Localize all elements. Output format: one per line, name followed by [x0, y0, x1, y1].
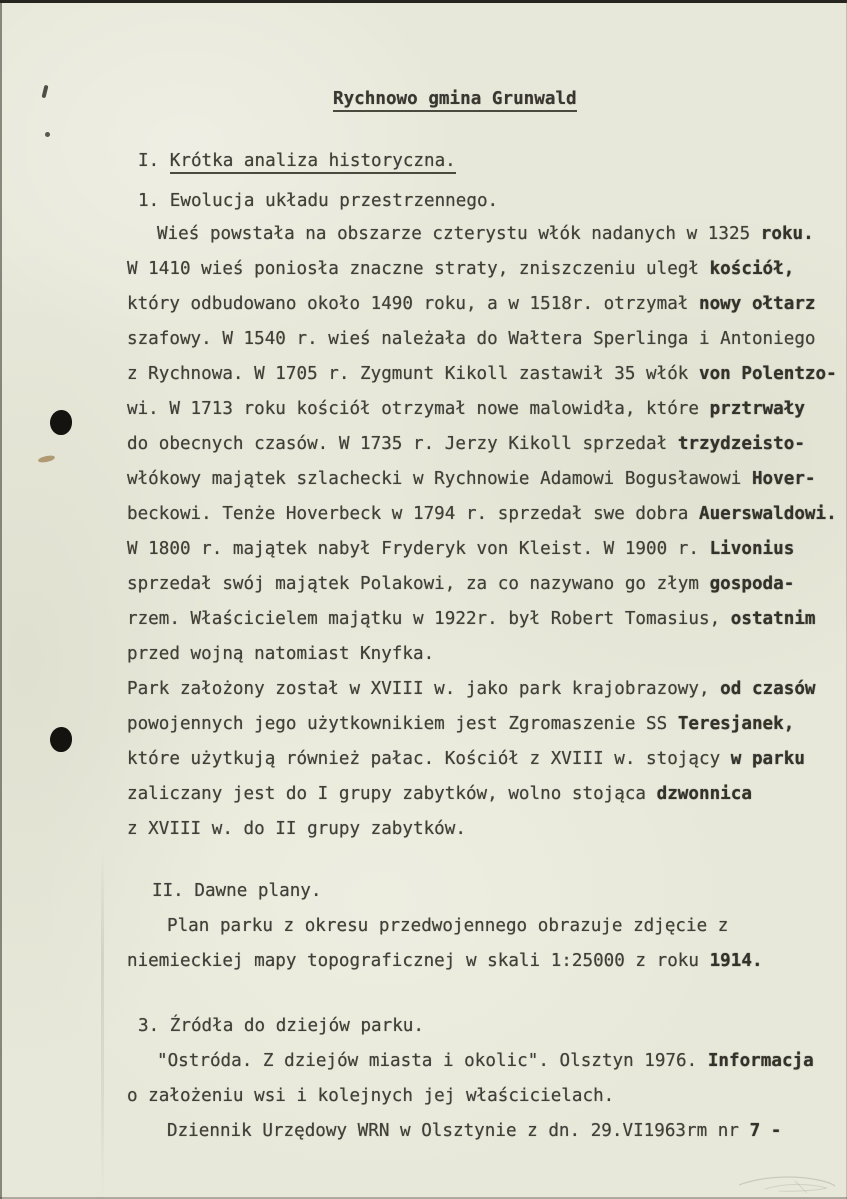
line-text-bold: prztrwały [709, 399, 805, 419]
text-line [127, 818, 466, 840]
line-text: powojennych jego użytkownikiem jest Zgromaszenie SS [127, 714, 678, 734]
line-text-bold: w parku [730, 749, 805, 769]
line-text: z Rychnowa. W 1705 r. Zygmunt Kikoll zastawił 35 włók [127, 364, 699, 384]
line-text-bold: od czasów [720, 679, 816, 699]
line-text: wi. W 1713 roku kościół otrzymał nowe malowidła, które [127, 399, 710, 419]
text-line [127, 1085, 614, 1107]
text-line [127, 748, 805, 770]
scan-edge-top [0, 0, 847, 3]
text-line [167, 1120, 781, 1142]
line-text: które użytkują również pałac. Kościół z XVIII w. stojący [127, 749, 731, 769]
line-text-bold: trzydzeisto- [677, 434, 805, 454]
line-text: W 1410 wieś poniosła znaczne straty, zniszczeniu uległ [127, 259, 710, 279]
text-line [127, 783, 752, 805]
line-text-bold: 1914. [709, 951, 763, 971]
text-line [127, 643, 434, 665]
line-text: o założeniu wsi i kolejnych jej właścicielach. [127, 1086, 615, 1106]
paper-stain-speck [38, 454, 56, 463]
line-text-bold: Informacja [707, 1051, 814, 1071]
line-text-bold: Teresjanek, [677, 714, 795, 734]
line-text-bold: gospoda- [709, 574, 795, 594]
scan-edge-left [0, 0, 2, 1199]
pen-tick-mark [41, 85, 48, 99]
text-line [127, 468, 816, 490]
line-text: z XVIII w. do II grupy zabytków. [127, 819, 466, 839]
hole-punch-ink-dot-bottom [50, 727, 72, 752]
page-title [333, 88, 577, 110]
line-text-bold: 7 - [749, 1121, 782, 1141]
pencil-smudge [735, 1163, 840, 1197]
line-text: rzem. Właścicielem majątku w 1922r. był Robert Tomasius, [127, 609, 731, 629]
line-text: Wieś powstała na obszarze czterystu włók nadanych w 1325 [157, 224, 761, 244]
line-text: do obecnych czasów. W 1735 r. Jerzy Kikoll sprzedał [127, 434, 678, 454]
line-text: niemieckiej mapy topograficznej w skali 1:25000 z roku [127, 951, 710, 971]
text-line [127, 573, 794, 595]
line-text: przed wojną natomiast Knyfka. [127, 644, 435, 664]
text-line [127, 363, 837, 385]
line-text-bold: Auerswaldowi. [699, 504, 837, 524]
text-line [127, 398, 805, 420]
section-1-number: I. [138, 151, 170, 171]
text-line [167, 915, 728, 937]
text-line [157, 223, 814, 245]
line-text-bold: Livonius [709, 539, 795, 559]
section-1-subheading: 1. Ewolucja układu przestrzennego. [138, 191, 499, 211]
page-title-text: Rychnowo gmina Grunwald [333, 89, 577, 112]
line-text: sprzedał swój majątek Polakowi, za co nazywano go złym [127, 574, 710, 594]
line-text: włókowy majątek szlachecki w Rychnowie Adamowi Bogusławowi [127, 469, 752, 489]
text-line [127, 608, 816, 630]
section-1-heading [138, 150, 456, 172]
line-text: Park założony został w XVIII w. jako park krajobrazowy, [127, 679, 721, 699]
line-text-bold: von Polentzo- [699, 364, 837, 384]
text-line [127, 258, 794, 280]
text-line [157, 1050, 814, 1072]
line-text: Dziennik Urzędowy WRN w Olsztynie z dn. 29.VI1963rm nr [167, 1121, 750, 1141]
line-text-bold: dzwonnica [656, 784, 752, 804]
line-text: szafowy. W 1540 r. wieś należała do Wałtera Sperlinga i Antoniego [127, 329, 816, 349]
text-line [127, 503, 837, 525]
line-text-bold: roku. [760, 224, 814, 244]
line-text: "Ostróda. Z dziejów miasta i okolic". Olsztyn 1976. [157, 1051, 708, 1071]
line-text: który odbudowano około 1490 roku, a w 1518r. otrzymał [127, 294, 699, 314]
text-line [127, 433, 805, 455]
line-text: beckowi. Tenże Hoverbeck w 1794 r. sprzedał swe dobra [127, 504, 699, 524]
ink-speck [45, 132, 50, 137]
line-text-bold: kościół, [709, 259, 795, 279]
text-line [127, 678, 816, 700]
text-line [127, 293, 816, 315]
line-text: Plan parku z okresu przedwojennego obrazuje zdjęcie z [167, 916, 729, 936]
text-line [127, 950, 763, 972]
text-line [127, 713, 794, 735]
line-text-bold: ostatnim [730, 609, 816, 629]
text-line [127, 328, 816, 350]
paper-crease [101, 850, 104, 1199]
line-text: zaliczany jest do I grupy zabytków, wolno stojąca [127, 784, 657, 804]
line-text-bold: nowy ołtarz [699, 294, 816, 314]
line-text-bold: Hover- [751, 469, 816, 489]
section-3-heading: 3. Źródła do dziejów parku. [138, 1016, 424, 1036]
hole-punch-ink-dot-top [50, 410, 72, 435]
line-text: W 1800 r. majątek nabył Fryderyk von Kleist. W 1900 r. [127, 539, 710, 559]
section-2-heading: II. Dawne plany. [152, 881, 322, 901]
text-line [127, 538, 794, 560]
section-1-heading-text: Krótka analiza historyczna. [170, 151, 456, 174]
